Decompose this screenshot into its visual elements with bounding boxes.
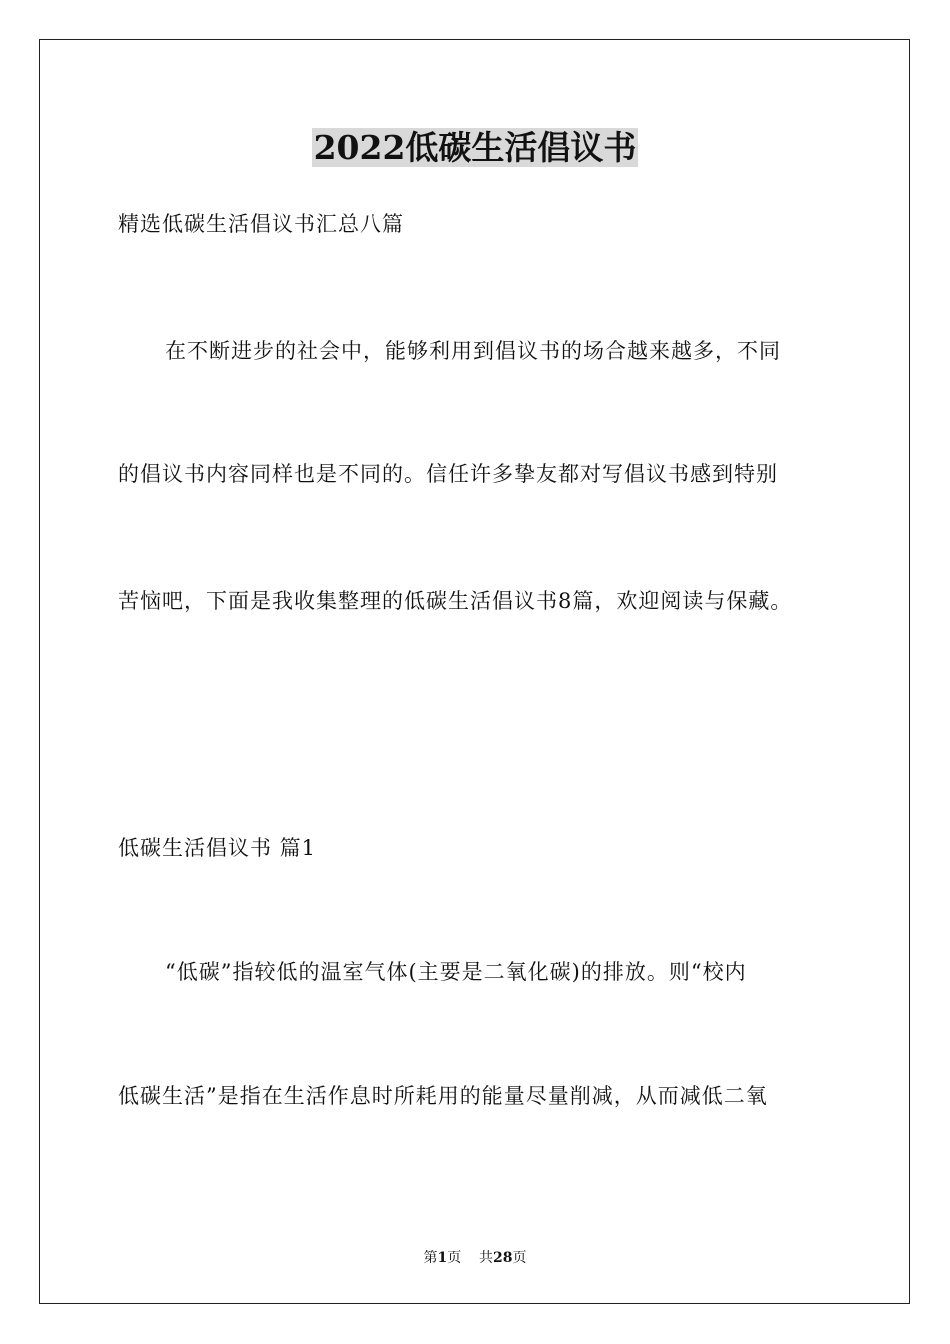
section-line-2: 低碳生活”是指在生活作息时所耗用的能量尽量削减，从而减低二氧: [118, 1084, 768, 1108]
document-title: [0, 126, 950, 170]
intro-line-3: 苦恼吧，下面是我收集整理的低碳生活倡议书8篇，欢迎阅读与保藏。: [118, 589, 793, 613]
page-footer: [0, 1249, 950, 1267]
section-line-1: “低碳”指较低的温室气体(主要是二氧化碳)的排放。则“校内: [165, 960, 747, 984]
footer-total-prefix: 共: [479, 1250, 494, 1266]
intro-line-2: 的倡议书内容同样也是不同的。信任许多挚友都对写倡议书感到特别: [118, 462, 778, 486]
footer-page-suffix: 页: [447, 1250, 462, 1266]
footer-total-pages: 28: [493, 1250, 513, 1266]
intro-line-1: 在不断进步的社会中，能够利用到倡议书的场合越来越多，不同: [165, 339, 781, 363]
document-title-text: 2022低碳生活倡议书: [313, 128, 637, 167]
document-subtitle: 精选低碳生活倡议书汇总八篇: [118, 212, 404, 236]
section-heading: 低碳生活倡议书 篇1: [118, 836, 317, 860]
footer-page-prefix: 第: [423, 1250, 438, 1266]
footer-page-number: 1: [437, 1250, 448, 1266]
footer-total-suffix: 页: [512, 1250, 527, 1266]
